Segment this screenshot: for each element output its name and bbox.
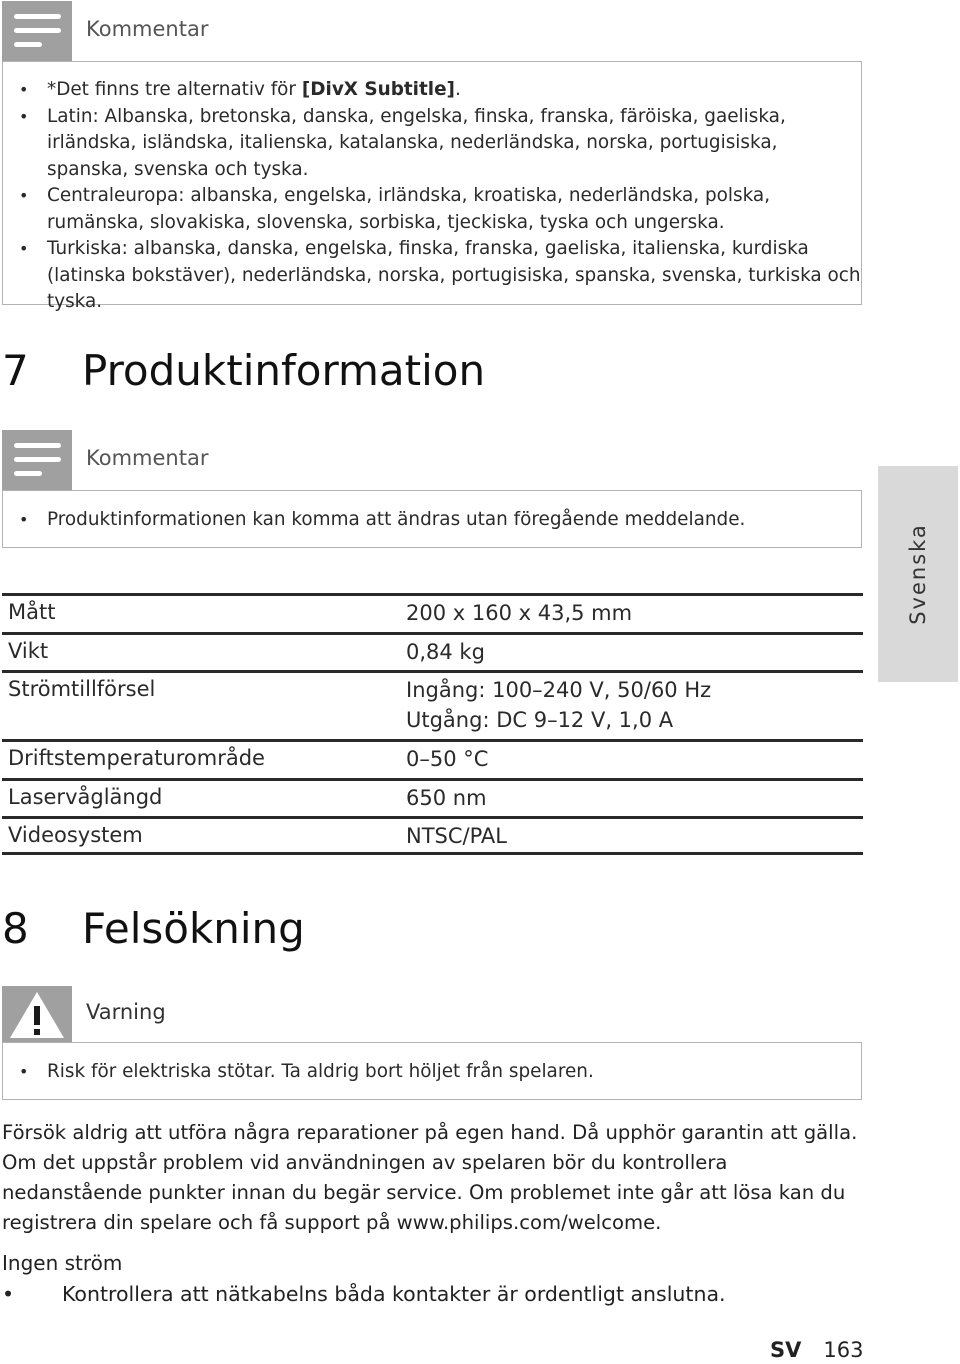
subheading-no-power: Ingen ström (2, 1251, 123, 1275)
spec-value (406, 783, 487, 813)
note-header (2, 430, 864, 490)
spec-label: Mått (8, 600, 56, 624)
note-list (3, 507, 861, 534)
list-item (3, 236, 861, 316)
spec-table (2, 593, 863, 855)
note-icon (2, 430, 72, 490)
note-title: Kommentar (86, 446, 209, 470)
note-icon (2, 1, 72, 61)
spec-label: Videosystem (8, 823, 143, 847)
spec-value (406, 744, 488, 774)
item-text: Turkiska: albanska, danska, engelska, finska, franska, gaeliska, italienska, kurdiska (latinska bokstäver), nederländska, norska, portugisiska, spanska, svenska, turkiska och tyska. (47, 238, 861, 312)
spec-row (2, 816, 863, 855)
spec-value-line: NTSC/PAL (406, 824, 507, 848)
warning-box (2, 1042, 862, 1100)
note-title: Kommentar (86, 17, 209, 41)
warning-icon (2, 986, 72, 1042)
warning-header (2, 986, 864, 1042)
item-bold-text: [DivX Subtitle] (301, 79, 455, 100)
spec-value-line: 0–50 °C (406, 747, 489, 771)
spec-label: Driftstemperaturområde (8, 746, 265, 770)
spec-value-line: Ingång: 100–240 V, 50/60 Hz (406, 678, 712, 702)
language-tab (878, 466, 958, 682)
spec-label: Strömtillförsel (8, 677, 156, 701)
list-item: • Produktinformationen kan komma att ändras utan föregående meddelande. (3, 507, 861, 534)
note-box (2, 490, 862, 548)
spec-row (2, 739, 863, 778)
spec-row (2, 670, 863, 739)
item-text: *Det finns tre alternativ för (47, 79, 302, 100)
spec-value (406, 675, 711, 735)
spec-label: Vikt (8, 638, 49, 663)
section-number: 8 (2, 904, 29, 953)
spec-label: Laservåglängd (8, 784, 163, 809)
section-number: 7 (2, 346, 29, 395)
note-list (3, 77, 861, 316)
spec-value-line: 650 nm (406, 785, 487, 810)
section-title: Felsökning (82, 904, 305, 953)
note-box (2, 61, 862, 312)
troubleshooting-intro: Försök aldrig att utföra några reparationer på egen hand. Då upphör garantin att gälla. Om det uppstår problem vid användningen av spelaren bör du kontrollera nedanstående punkter innan du begär service. Om problemet inte går att lösa kan du registrera din spelare och få support på www.philips.com/welcome. (2, 1121, 858, 1234)
spec-row (2, 778, 863, 817)
item-text-end: . (454, 79, 461, 100)
list-item: • Kontrollera att nätkabelns båda kontakter är ordentligt anslutna. (2, 1279, 862, 1309)
section-title: Produktinformation (82, 346, 486, 395)
page-number: 163 (823, 1338, 864, 1362)
spec-value (406, 598, 632, 628)
page-footer (770, 1338, 863, 1362)
section-heading-7 (2, 346, 485, 395)
note-header (2, 1, 864, 61)
footer-language: SV (770, 1338, 802, 1362)
list-item (3, 183, 861, 236)
spec-value (406, 637, 485, 667)
spec-value-line: Utgång: DC 9–12 V, 1,0 A (406, 708, 674, 732)
list-item (3, 77, 861, 104)
language-tab-label: Svenska (906, 523, 930, 625)
warning-list (3, 1059, 861, 1086)
spec-row (2, 632, 863, 671)
warning-title: Varning (86, 1000, 166, 1024)
list-item (3, 104, 861, 184)
list-item: • Risk för elektriska stötar. Ta aldrig bort höljet från spelaren. (3, 1059, 861, 1086)
spec-value-line: 200 x 160 x 43,5 mm (406, 601, 633, 625)
spec-value (406, 821, 507, 851)
no-power-list (2, 1279, 862, 1309)
spec-value-line: 0,84 kg (406, 639, 485, 664)
section-heading-8 (2, 904, 305, 953)
item-text: Latin: Albanska, bretonska, danska, engelska, finska, franska, färöiska, gaeliska, irländska, isländska, italienska, katalanska, nederländska, norska, portugisiska, spanska, svenska och tyska. (47, 105, 786, 180)
item-text: Centraleuropa: albanska, engelska, irländska, kroatiska, nederländska, polska, rumänska, slovakiska, slovenska, sorbiska, tjeckiska, tyska och ungerska. (47, 185, 771, 233)
spec-row (2, 593, 863, 632)
